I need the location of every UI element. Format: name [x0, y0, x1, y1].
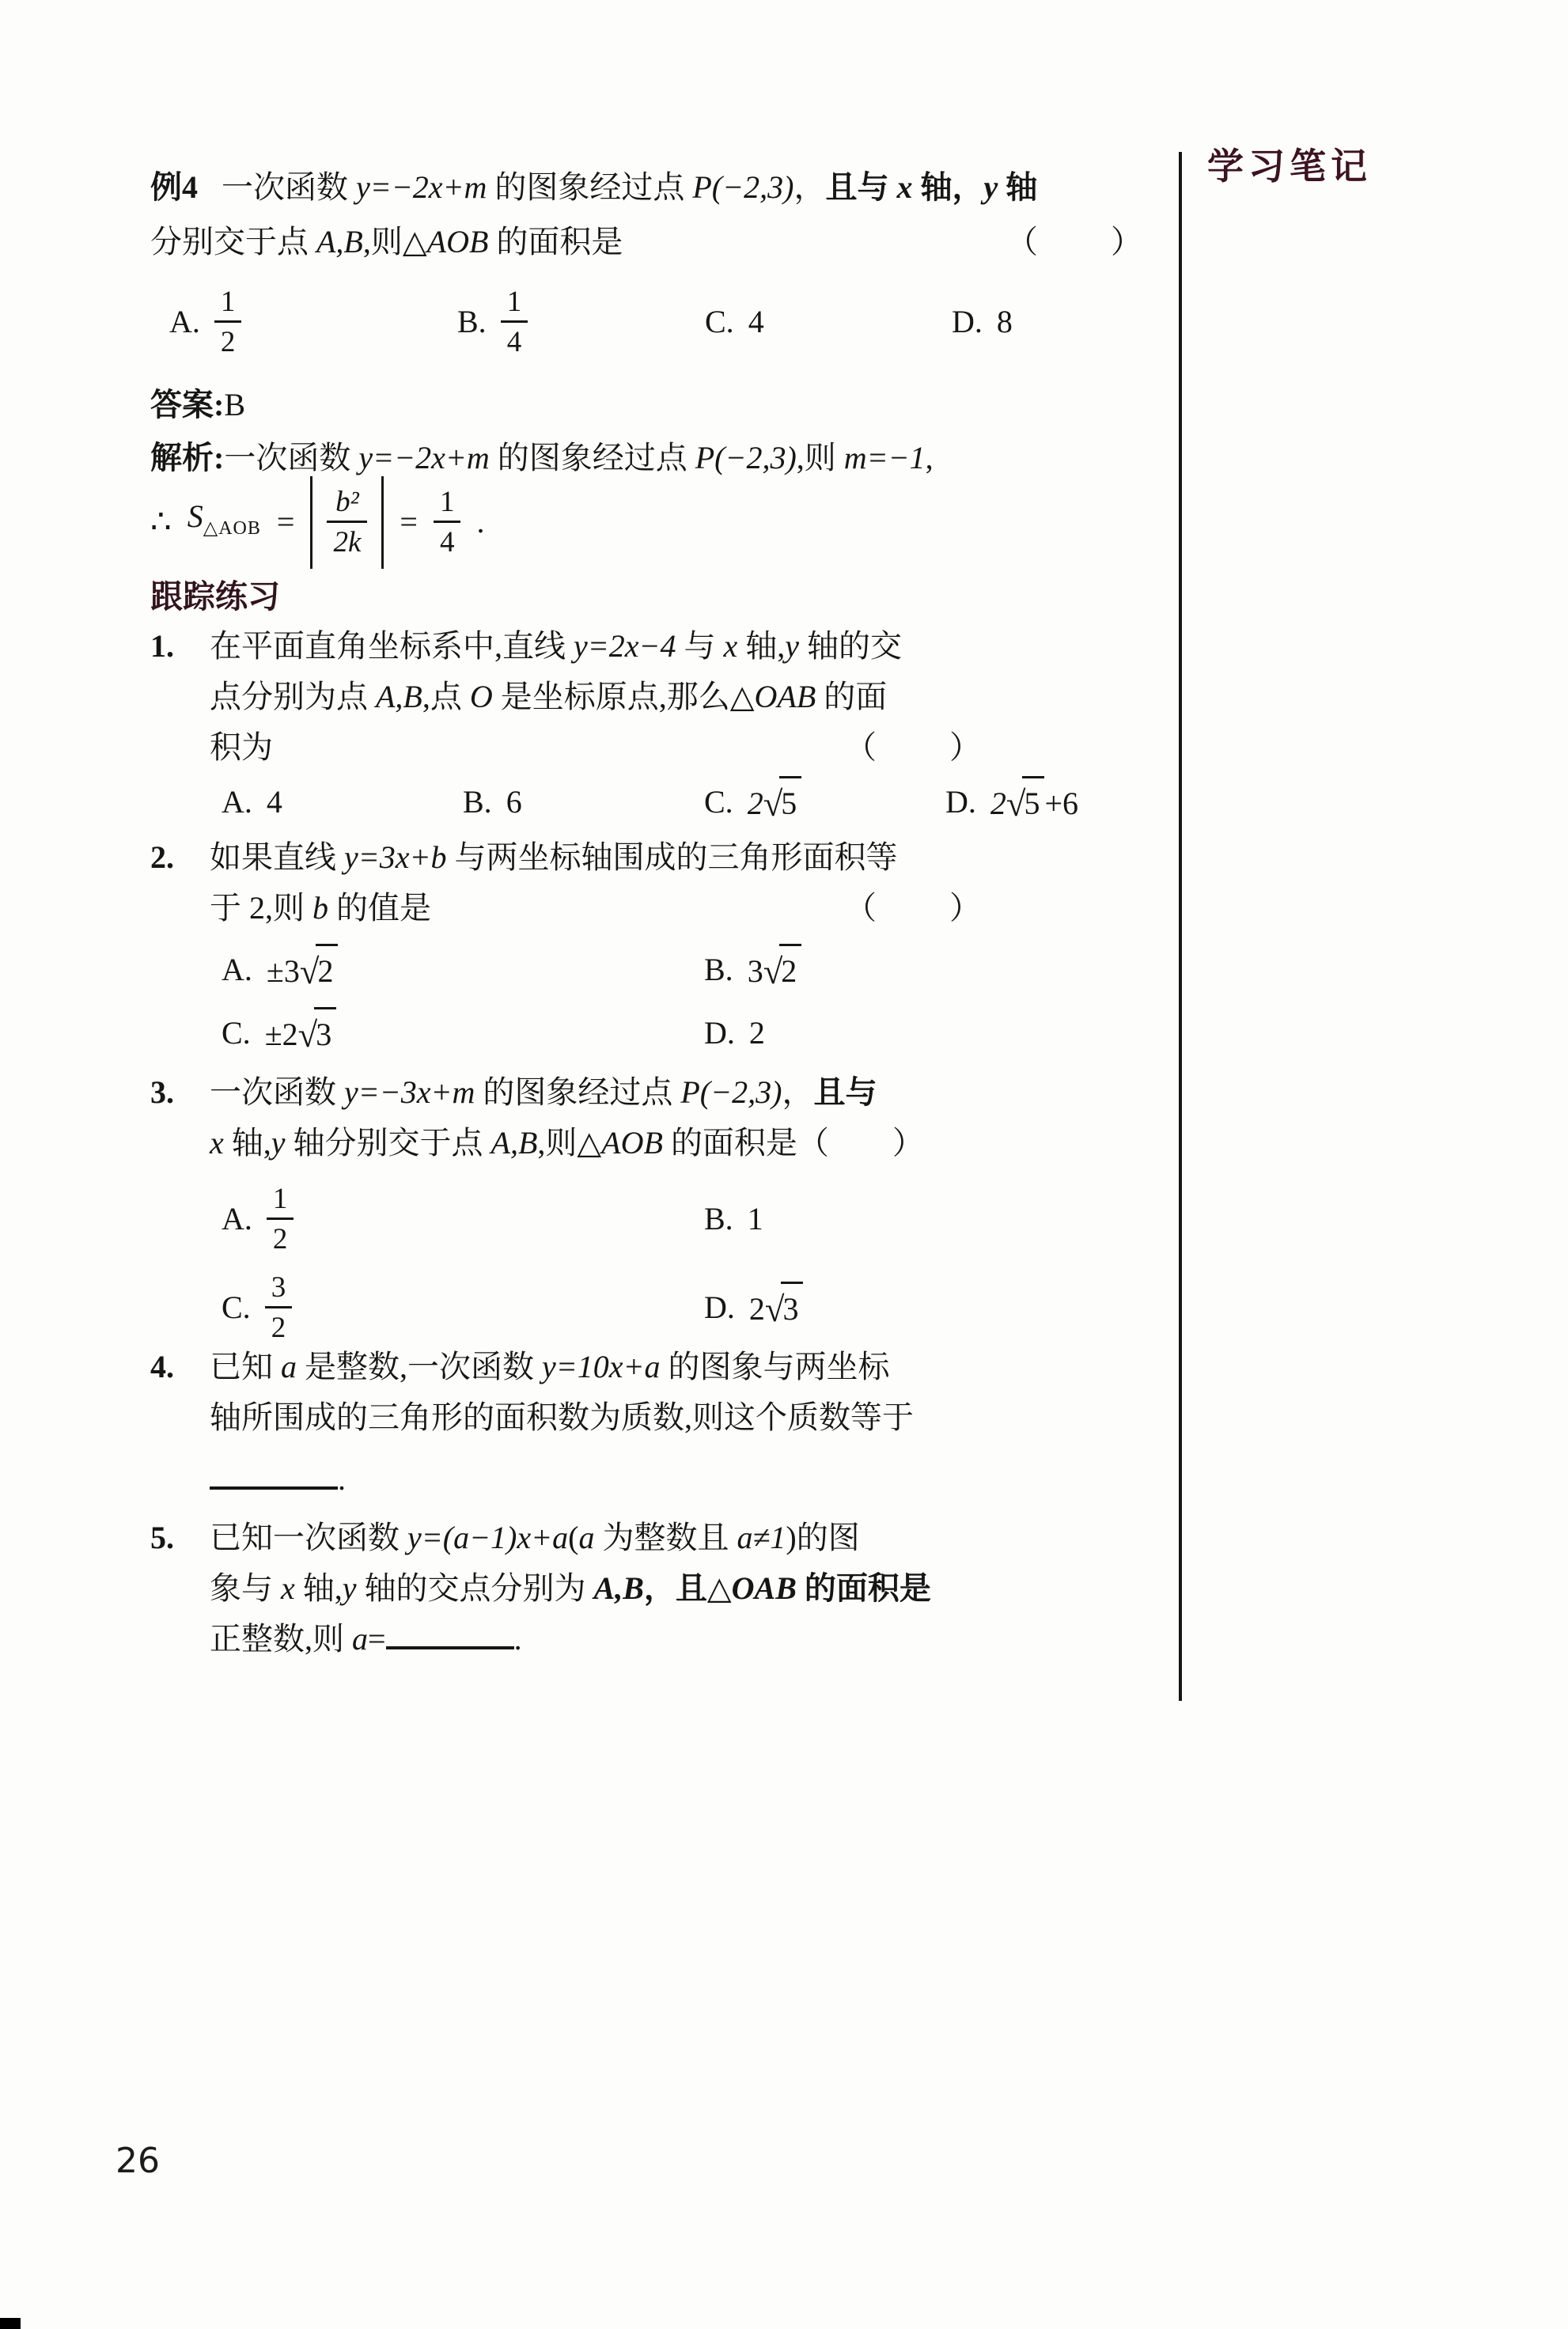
- analysis-line: [150, 433, 1146, 483]
- page-number: 26: [116, 2141, 160, 2181]
- q5-answer-blank: [386, 1615, 514, 1649]
- example-line-2-text: 分别交于点 A,B,则△AOB 的面积是: [150, 224, 623, 259]
- radical-value: 2 √ 5: [748, 776, 802, 829]
- q1-line-3: 积为 （ ）: [210, 722, 1146, 773]
- q1-options: [210, 773, 1146, 831]
- q3-option-d: D. 2 √ 3: [704, 1263, 803, 1352]
- q3-options-row-1: [210, 1175, 1146, 1263]
- q2-option-a: A. ±3 √ 2: [222, 938, 338, 1002]
- notes-column-title: 学习笔记: [1207, 146, 1372, 187]
- area-variable: $S_{\triangle AOB}$: [187, 498, 261, 539]
- fraction: $\frac{1}{2}$: [267, 1181, 294, 1258]
- q2-line-2: 于 2,则 b 的值是 （ ）: [210, 883, 1146, 933]
- question-number: 5.: [150, 1520, 174, 1555]
- example-option-d: D. 8: [952, 304, 1013, 339]
- example-line-2: [150, 217, 1146, 267]
- vertical-divider: [1179, 152, 1182, 1701]
- q1-option-b: B. 6: [463, 784, 522, 820]
- example-line-1: [150, 162, 1146, 213]
- fraction: $\frac{\text{b²}}{2k}$: [327, 484, 367, 561]
- answer-line: [150, 380, 1146, 430]
- scan-corner-mark: [0, 2318, 21, 2329]
- question-number: 4.: [150, 1349, 174, 1384]
- q1-option-a: A. 4: [222, 784, 282, 820]
- example-option-a: A. $\frac{1}{2}$: [169, 275, 241, 369]
- question-number: 2.: [150, 839, 174, 875]
- q4-line-1: 已知 a 是整数,一次函数 y=10x+a 的图象与两坐标: [210, 1349, 890, 1384]
- q1-option-c: C. 2 √ 5: [704, 773, 801, 831]
- q2-options-row-1: [210, 938, 1146, 1002]
- q3-line-1: 一次函数 y=−3x+m 的图象经过点 P(−2,3)，且与: [210, 1074, 877, 1110]
- q3-line-2: x 轴,y 轴分别交于点 A,B,则△AOB 的面积是（ ）: [210, 1125, 924, 1161]
- radical-value: 2 √ 3: [749, 1282, 804, 1335]
- question-number: 3.: [150, 1074, 174, 1110]
- question-3: [150, 1067, 1146, 1352]
- q2-line-1: 如果直线 y=3x+b 与两坐标轴围成的三角形面积等: [210, 839, 898, 875]
- q3-options-row-2: [210, 1263, 1146, 1352]
- q1-option-d: D. 2 √ 5 +6: [945, 773, 1078, 831]
- absolute-value: [310, 476, 384, 569]
- radical-value: 2 √ 5 +6: [990, 776, 1078, 829]
- q3-option-a: A. $\frac{1}{2}$: [222, 1175, 294, 1263]
- q4-line-2: 轴所围成的三角形的面积数为质数,则这个质数等于: [210, 1399, 914, 1435]
- q2-answer-bracket: （ ）: [845, 890, 984, 926]
- question-number: 1.: [150, 628, 174, 664]
- solution-formula: ∴ $S_{\triangle AOB}$ = $\frac{\text{b²}}{2k}$ = $\frac{1}{4}$ .: [150, 478, 1146, 566]
- q1-line-2: 点分别为点 A,B,点 O 是坐标原点,那么△OAB 的面: [210, 679, 888, 714]
- analysis-text: 解析:一次函数 y=−2x+m 的图象经过点 P(−2,3),则 m=−1,: [150, 440, 934, 475]
- question-4: [150, 1342, 1146, 1505]
- fraction: $\frac{3}{2}$: [265, 1270, 293, 1346]
- question-5: [150, 1513, 1146, 1664]
- fraction: $\frac{1}{4}$: [434, 484, 461, 561]
- example-answer-bracket: （ ）: [1006, 224, 1146, 259]
- practice-section-title: 跟踪练习: [150, 578, 280, 615]
- q3-option-b: B. 1: [704, 1201, 763, 1236]
- q3-option-c: C. $\frac{3}{2}$: [222, 1263, 292, 1352]
- example-option-b: B. $\frac{1}{4}$: [457, 275, 528, 369]
- q2-option-c: C. ±2 √ 3: [222, 1002, 336, 1065]
- q1-line-1: 在平面直角坐标系中,直线 y=2x−4 与 x 轴,y 轴的交: [210, 628, 903, 664]
- question-1: [150, 621, 1146, 831]
- radical-value: ±3 √ 2: [267, 944, 339, 997]
- answer-value: B: [224, 387, 246, 422]
- q4-answer-blank: [210, 1455, 338, 1490]
- q5-line-1: 已知一次函数 y=(a−1)x+a(a 为整数且 a≠1)的图: [210, 1520, 860, 1555]
- q1-answer-bracket: （ ）: [845, 729, 984, 765]
- question-2: [150, 832, 1146, 1065]
- q5-line-3: 正整数,则 a= .: [210, 1614, 1146, 1664]
- example-label: 例4: [150, 169, 198, 205]
- fraction: $\frac{1}{4}$: [501, 284, 528, 361]
- example-option-c: C. 4: [705, 304, 764, 339]
- radical-value: ±2 √ 3: [265, 1007, 337, 1060]
- radical-value: 3 √ 2: [748, 944, 802, 997]
- fraction: $\frac{1}{2}$: [214, 284, 242, 361]
- answer-label: 答案:: [150, 387, 225, 422]
- q4-answer-line: .: [210, 1454, 1146, 1505]
- q2-option-d: D. 2: [704, 1015, 765, 1051]
- example-line-1-text: 一次函数 y=−2x+m 的图象经过点 P(−2,3)，且与 x 轴，y 轴: [222, 169, 1038, 205]
- q2-options-row-2: [210, 1002, 1146, 1065]
- therefore-symbol: ∴: [150, 504, 172, 540]
- q5-line-2: 象与 x 轴,y 轴的交点分别为 A,B，且△OAB 的面积是: [210, 1570, 931, 1606]
- q2-option-b: B. 3 √ 2: [704, 938, 801, 1002]
- example-options: [150, 275, 1146, 369]
